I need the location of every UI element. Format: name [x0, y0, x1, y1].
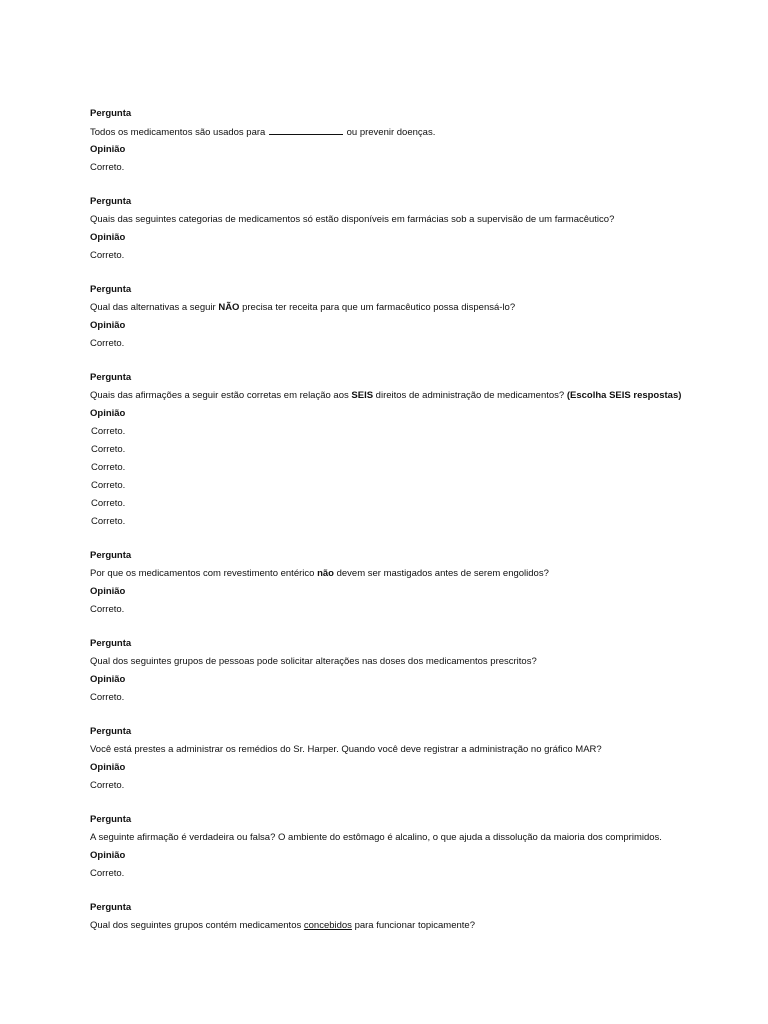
feedback-text: Correto.	[91, 426, 126, 437]
feedback-label: Opinião	[90, 674, 126, 685]
question-block-4	[90, 371, 730, 533]
feedback-text: Correto.	[90, 868, 125, 879]
feedback-label: Opinião	[90, 762, 126, 773]
question-text: Qual das alternativas a seguir NÃO precisa ter receita para que um farmacêutico possa dispensá-lo?	[90, 302, 516, 313]
feedback-text: Correto.	[91, 462, 126, 473]
feedback-text: Correto.	[90, 162, 125, 173]
question-label: Pergunta	[90, 726, 132, 737]
feedback-text: Correto.	[90, 780, 125, 791]
feedback-text: Correto.	[91, 498, 126, 509]
underlined-text: concebidos	[303, 920, 352, 931]
question-text: A seguinte afirmação é verdadeira ou falsa? O ambiente do estômago é alcalino, o que ajuda a dissolução da maioria dos comprimidos.	[90, 832, 662, 843]
question-text: Você está prestes a administrar os remédios do Sr. Harper. Quando você deve registrar a administração no gráfico MAR?	[90, 744, 602, 755]
question-label: Pergunta	[90, 814, 132, 825]
question-block-1	[90, 107, 730, 179]
feedback-text: Correto.	[91, 444, 126, 455]
question-label: Pergunta	[90, 108, 132, 119]
question-label: Pergunta	[90, 284, 132, 295]
emphasis-text: não	[317, 568, 334, 579]
question-text: Todos os medicamentos são usados para ou prevenir doenças.	[90, 127, 436, 138]
feedback-text: Correto.	[91, 480, 126, 491]
feedback-text: Correto.	[90, 692, 125, 703]
question-block-7	[90, 725, 730, 797]
emphasis-text: NÃO	[218, 302, 240, 313]
emphasis-text: SEIS	[351, 390, 374, 401]
question-label: Pergunta	[90, 902, 132, 913]
question-block-6	[90, 637, 730, 709]
question-block-3	[90, 283, 730, 355]
quiz-feedback-document	[90, 107, 730, 953]
feedback-label: Opinião	[90, 232, 126, 243]
instruction-text: (Escolha SEIS respostas)	[566, 390, 682, 401]
feedback-label: Opinião	[90, 408, 126, 419]
question-block-9	[90, 901, 730, 937]
feedback-label: Opinião	[90, 586, 126, 597]
question-text: Qual dos seguintes grupos de pessoas pode solicitar alterações nas doses dos medicamentos prescritos?	[90, 656, 537, 667]
question-text: Qual dos seguintes grupos contém medicamentos concebidos para funcionar topicamente?	[90, 920, 475, 931]
question-label: Pergunta	[90, 638, 132, 649]
question-block-2	[90, 195, 730, 267]
question-block-5	[90, 549, 730, 621]
question-text: Quais das afirmações a seguir estão corretas em relação aos SEIS direitos de administração de medicamentos? (Escolha SEIS respostas)	[90, 390, 682, 401]
feedback-text: Correto.	[90, 604, 125, 615]
feedback-text: Correto.	[90, 338, 125, 349]
answer-blank	[269, 125, 343, 135]
question-label: Pergunta	[90, 196, 132, 207]
feedback-text: Correto.	[90, 250, 125, 261]
feedback-text: Correto.	[91, 516, 126, 527]
feedback-label: Opinião	[90, 320, 126, 331]
question-text: Por que os medicamentos com revestimento entérico não devem ser mastigados antes de serem engolidos?	[90, 568, 549, 579]
question-label: Pergunta	[90, 372, 132, 383]
feedback-label: Opinião	[90, 850, 126, 861]
feedback-label: Opinião	[90, 144, 126, 155]
feedback-list	[90, 425, 730, 533]
question-label: Pergunta	[90, 550, 132, 561]
question-block-8	[90, 813, 730, 885]
question-text: Quais das seguintes categorias de medicamentos só estão disponíveis em farmácias sob a supervisão de um farmacêutico?	[90, 214, 615, 225]
